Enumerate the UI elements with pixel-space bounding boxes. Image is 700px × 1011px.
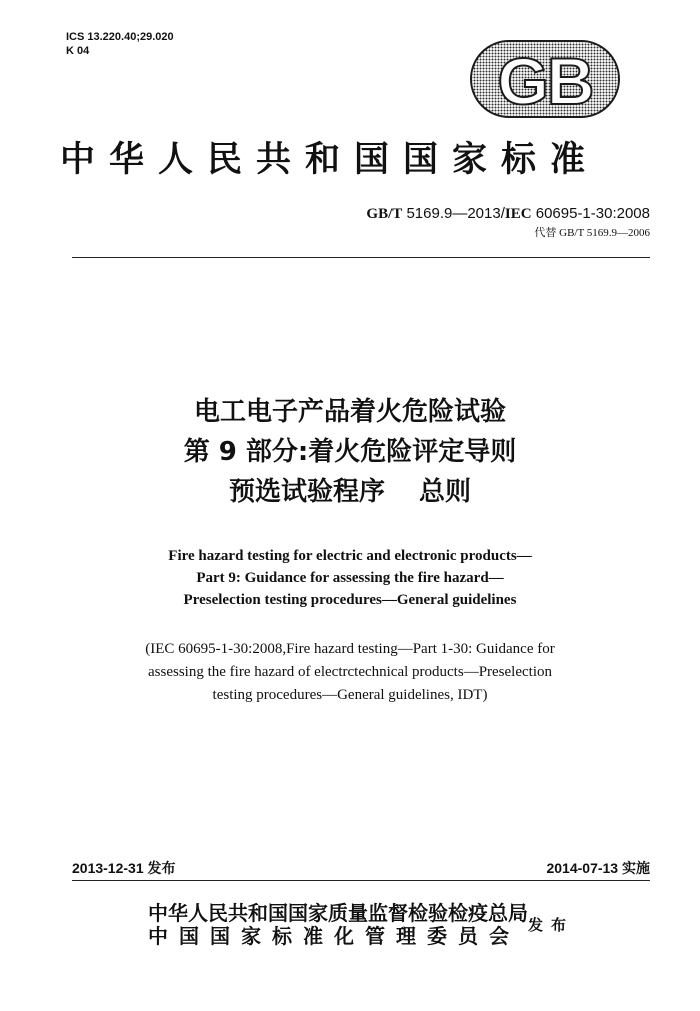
english-title-line3: Preselection testing procedures—General guidelines bbox=[183, 592, 517, 608]
chinese-title-line2: 第 9 部分:着火危险评定导则 bbox=[183, 437, 517, 467]
standard-number bbox=[366, 205, 650, 223]
code-rest: 5169.9—2013/ bbox=[402, 205, 505, 222]
gb-logo-text: GB bbox=[497, 44, 593, 118]
english-title-line1: Fire hazard testing for electric and electronic products— bbox=[168, 548, 532, 564]
top-divider bbox=[72, 257, 650, 258]
replaces-note: 代替 GB/T 5169.9—2006 bbox=[534, 227, 650, 239]
standard-number-block bbox=[366, 205, 650, 240]
issue-date: 2013-12-31 发布 bbox=[72, 860, 176, 876]
publish-label: 发布 bbox=[528, 916, 575, 934]
issuer-sac: 中国国家标准化管理委员会 bbox=[148, 924, 520, 948]
chinese-title bbox=[0, 392, 700, 512]
chinese-title-line3 bbox=[0, 472, 700, 512]
chinese-title-line1: 电工电子产品着火危险试验 bbox=[193, 397, 506, 427]
gb-logo-icon bbox=[470, 40, 620, 118]
ccs-code: K 04 bbox=[66, 45, 90, 57]
identical-adoption-note bbox=[0, 638, 700, 707]
issuing-authorities bbox=[148, 902, 528, 948]
iec-prefix: IEC bbox=[504, 206, 532, 222]
code-prefix: GB/T bbox=[366, 206, 403, 222]
issuer-aqsiq: 中华人民共和国国家质量监督检验检疫总局 bbox=[148, 901, 528, 925]
ics-code: ICS 13.220.40;29.020 bbox=[66, 31, 174, 43]
english-title bbox=[0, 545, 700, 611]
classification-codes bbox=[66, 30, 174, 58]
implementation-date: 2014-07-13 实施 bbox=[546, 860, 650, 876]
english-title-line2: Part 9: Guidance for assessing the fire hazard— bbox=[196, 570, 504, 586]
idt-line3: testing procedures—General guidelines, IDT) bbox=[212, 687, 488, 703]
idt-line1: (IEC 60695-1-30:2008,Fire hazard testing—Part 1-30: Guidance for bbox=[145, 641, 555, 657]
chinese-title-line3b: 总则 bbox=[419, 477, 472, 507]
bottom-divider bbox=[72, 880, 650, 881]
idt-line2: assessing the fire hazard of electrctechnical products—Preselection bbox=[148, 664, 552, 680]
national-standard-heading: 中华人民共和国国家标准 bbox=[60, 139, 600, 180]
chinese-title-line3a: 预选试验程序 bbox=[228, 477, 385, 507]
iec-rest: 60695-1-30:2008 bbox=[531, 205, 650, 222]
